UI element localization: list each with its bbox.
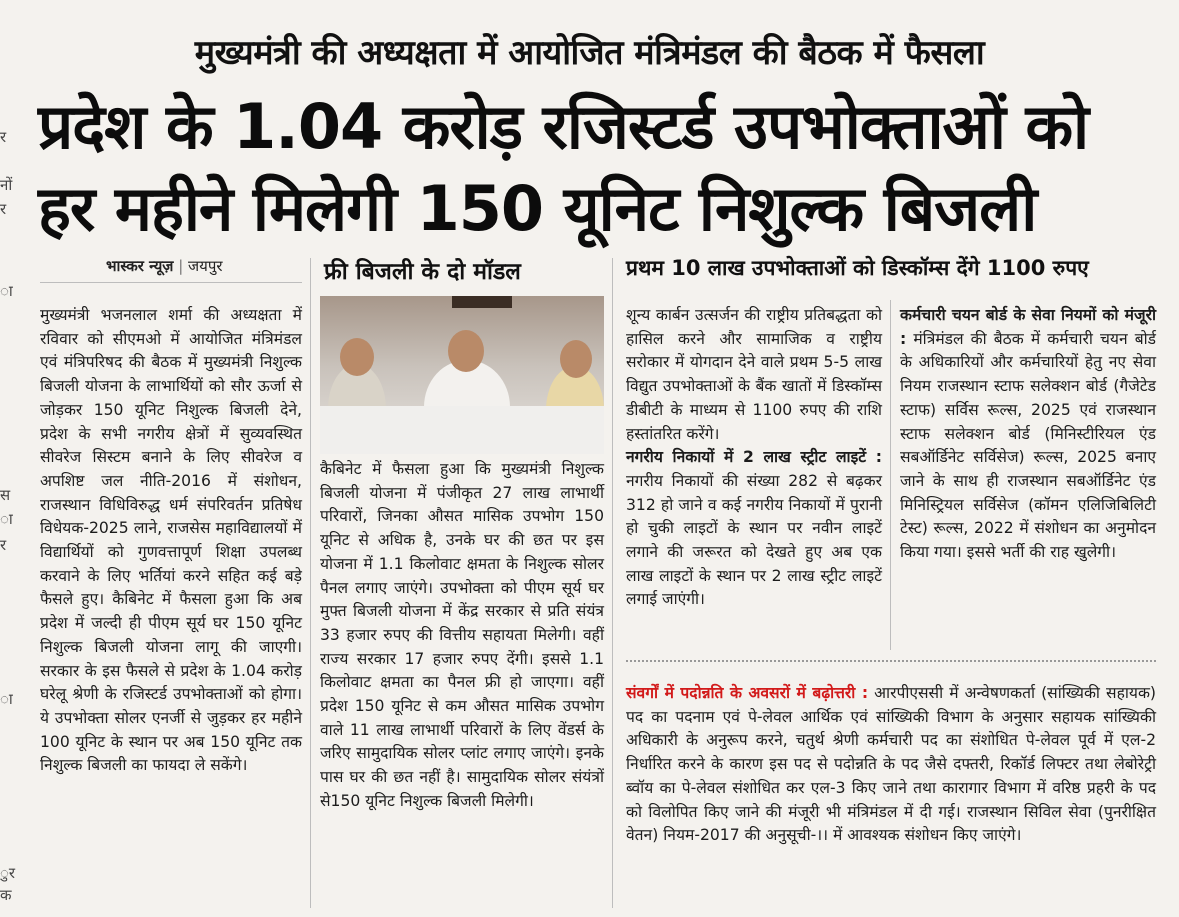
edge-fragment: ुर xyxy=(0,864,16,882)
column-1-body xyxy=(40,304,302,778)
service-rules-lead: कर्मचारी चयन बोर्ड के सेवा नियमों को मंजूरी : xyxy=(900,306,1156,348)
edge-fragment: ा xyxy=(0,510,13,528)
person-head xyxy=(560,340,592,378)
edge-fragment: ा xyxy=(0,690,13,708)
column-2-heading: फ्री बिजली के दो मॉडल xyxy=(324,259,521,285)
photo-table xyxy=(320,406,604,454)
promotion-text: आरपीएससी में अन्वेषणकर्ता (सांख्यिकी सहायक) पद का पदनाम एवं पे-लेवल आर्थिक एवं सांख्यिकी विभाग के अनुसार सहायक सांख्यिकी अधिकारी के अनुरूप करने, चतुर्थ श्रेणी कर्मचारी पद का संशोधित पे-लेवल पूर्व में एल-2 निर्धारित करने के कारण इस पद से पदोन्नति के पद जैसे दफ्तरी, रिकॉर्ड लिफ्टर तथा लेबोरेट्री ब्वॉय का पे-लेवल संशोधित कर एल-3 किए जाने तथा कारागार विभाग में वरिष्ठ प्रहरी के पद को विलोपित किए जाने की मंजूरी भी मंत्रिमंडल में दी गई। राजस्थान सिविल सेवा (पुनरीक्षित वेतन) नियम-2017 की अनुसूची-।। में आवश्यक संशोधन किए जाएंगे। xyxy=(626,684,1156,845)
section-dotted-rule xyxy=(626,660,1156,662)
headline-line-2: हर महीने मिलेगी 150 यूनिट निशुल्क बिजली xyxy=(38,172,1037,245)
edge-fragment: स xyxy=(0,486,11,504)
street-lights-text: नगरीय निकायों की संख्या 282 से बढ़कर 312 हो जाने व कई नगरीय निकायों में पुरानी हो चुकी लाइटों के स्थान पर नवीन लाइटें लगाने की जरूरत को देखते हुए अब एक लाख लाइटों के स्थान पर 2 लाख स्ट्रीट लाइटें लगाई जाएंगी। xyxy=(626,471,882,609)
edge-fragment: र xyxy=(0,200,7,218)
person-head xyxy=(448,330,484,372)
service-rules-text: मंत्रिमंडल की बैठक में कर्मचारी चयन बोर्ड के अधिकारियों और कर्मचारियों हेतु नए सेवा नियम राजस्थान स्टाफ सलेक्शन बोर्ड (गैजेटेड स्टाफ) सर्विस रूल्स, 2025 एवं राजस्थान स्टाफ सलेक्शन बोर्ड (मिनिस्टीरियल एंड सबऑर्डिनेट सर्विसेज) रूल्स, 2025 बनाए जाने के साथ ही राजस्थान सबऑर्डिनेट एंड मिनिस्ट्रियल सर्विसेज (कॉमन एलिजिबिलिटी टेस्ट) रूल्स, 2022 में संशोधन का अनुमोदन किया गया। इससे भर्ती की राह खुलेगी। xyxy=(900,329,1156,562)
column-divider xyxy=(612,258,613,908)
column-2-text: कैबिनेट में फैसला हुआ कि मुख्यमंत्री निशुल्क बिजली योजना में पंजीकृत 27 लाख लाभार्थी परिवारों, जिनका औसत मासिक उपभोग 150 यूनिट से अधिक है, उनके घर की छत पर इस योजना में 1.1 किलोवाट क्षमता के निशुल्क सोलर पैनल लगाए जाएंगे। उपभोक्ता को पीएम सूर्य घर मुफ्त बिजली योजना में केंद्र सरकार से प्रति संयंत्र 33 हजार रुपए की वित्तीय सहायता मिलेगी। वहीं राज्य सरकार 17 हजार रुपए देंगी। इससे 1.1 किलोवाट क्षमता का पैनल फ्री हो जाएगा। वहीं प्रदेश 150 यूनिट से कम औसत मासिक उपभोग वाले 11 लाख लाभार्थी परिवारों के लिए वेंडर्स के जरिए सामुदायिक सोलर प्लांट लगाए जाएंगे। इनके पास घर की छत नहीं है। सामुदायिक सोलर संयंत्रों से150 यूनिट निशुल्क बिजली मिलेगी। xyxy=(320,460,604,810)
edge-fragment: नों xyxy=(0,176,13,194)
byline-source: भास्कर न्यूज़ xyxy=(106,257,174,275)
person-head xyxy=(340,338,374,376)
column-divider xyxy=(890,300,891,650)
column-1-text: मुख्यमंत्री भजनलाल शर्मा की अध्यक्षता में रविवार को सीएमओ में आयोजित मंत्रिमंडल एवं मंत्रिपरिषद की बैठक में मुख्यमंत्री निशुल्क बिजली योजना के लाभार्थियों को सौर ऊर्जा से जोड़कर 150 यूनिट निशुल्क बिजली देने, प्रदेश के सभी नगरीय क्षेत्रों में सुव्यवस्थित सीवरेज सिस्टम बनाने के लिए सीवरेज व अपशिष्ट जल नीति-2016 में संशोधन, राजस्थान विधिविरुद्ध धर्म संपरिवर्तन प्रतिषेध विधेयक-2025 लाने, राजसेस महाविद्यालयों में विद्यार्थियों को गुणवत्तापूर्ण शिक्षा उपलब्ध करवाने के लिए भर्तियां करने सहित कई बड़े फैसले हुए। कैबिनेट में फैसला हुआ कि अब प्रदेश में जल्दी ही पीएम सूर्य घर 150 यूनिट निशुल्क बिजली योजना लागू की जाएगी। सरकार के इस फैसले से प्रदेश के 1.04 करोड़ घरेलू श्रेणी के रजिस्टर्ड उपभोक्ताओं को होगा। ये उपभोक्ता सोलर एनर्जी से जुड़कर हर महीने 100 यूनिट के स्थान पर अब 150 यूनिट तक निशुल्क बिजली का फायदा ले सकेंगे। xyxy=(40,306,302,775)
cabinet-meeting-photo xyxy=(320,296,604,454)
promotion-section xyxy=(626,682,1156,848)
column-2-body xyxy=(320,458,604,814)
edge-fragment: क xyxy=(0,886,12,904)
headline-line-1: प्रदेश के 1.04 करोड़ रजिस्टर्ड उपभोक्ताओं को xyxy=(38,90,1089,163)
street-lights-lead: नगरीय निकायों में 2 लाख स्ट्रीट लाइटें : xyxy=(626,448,882,467)
column-3-body xyxy=(626,304,882,612)
column-3-text-1: शून्य कार्बन उत्सर्जन की राष्ट्रीय प्रतिबद्धता को हासिल करने और सामाजिक व राष्ट्रीय सरोकार में योगदान देने वाले प्रथम 5-5 लाख विद्युत उपभोक्ताओं के बैंक खातों में डिस्कॉम्स डीबीटी के माध्यम से 1100 रुपए की राशि हस्तांतरित करेंगे। xyxy=(626,306,882,443)
byline-place: जयपुर xyxy=(188,257,223,275)
byline-rule xyxy=(40,282,302,283)
column-3-heading: प्रथम 10 लाख उपभोक्ताओं को डिस्कॉम्स देंगे 1100 रुपए xyxy=(626,256,1089,280)
photo-banner xyxy=(452,296,512,308)
column-divider xyxy=(310,258,311,908)
byline: भास्कर न्यूज़ | जयपुर xyxy=(106,257,223,275)
edge-fragment: र xyxy=(0,536,7,554)
article-kicker: मुख्यमंत्री की अध्यक्षता में आयोजित मंत्रिमंडल की बैठक में फैसला xyxy=(194,33,985,73)
edge-fragment: र xyxy=(0,128,7,146)
edge-fragment: ा xyxy=(0,282,13,300)
column-4-body xyxy=(900,304,1156,565)
promotion-lead: संवर्गों में पदोन्नति के अवसरों में बढ़ोत्तरी : xyxy=(626,684,869,702)
